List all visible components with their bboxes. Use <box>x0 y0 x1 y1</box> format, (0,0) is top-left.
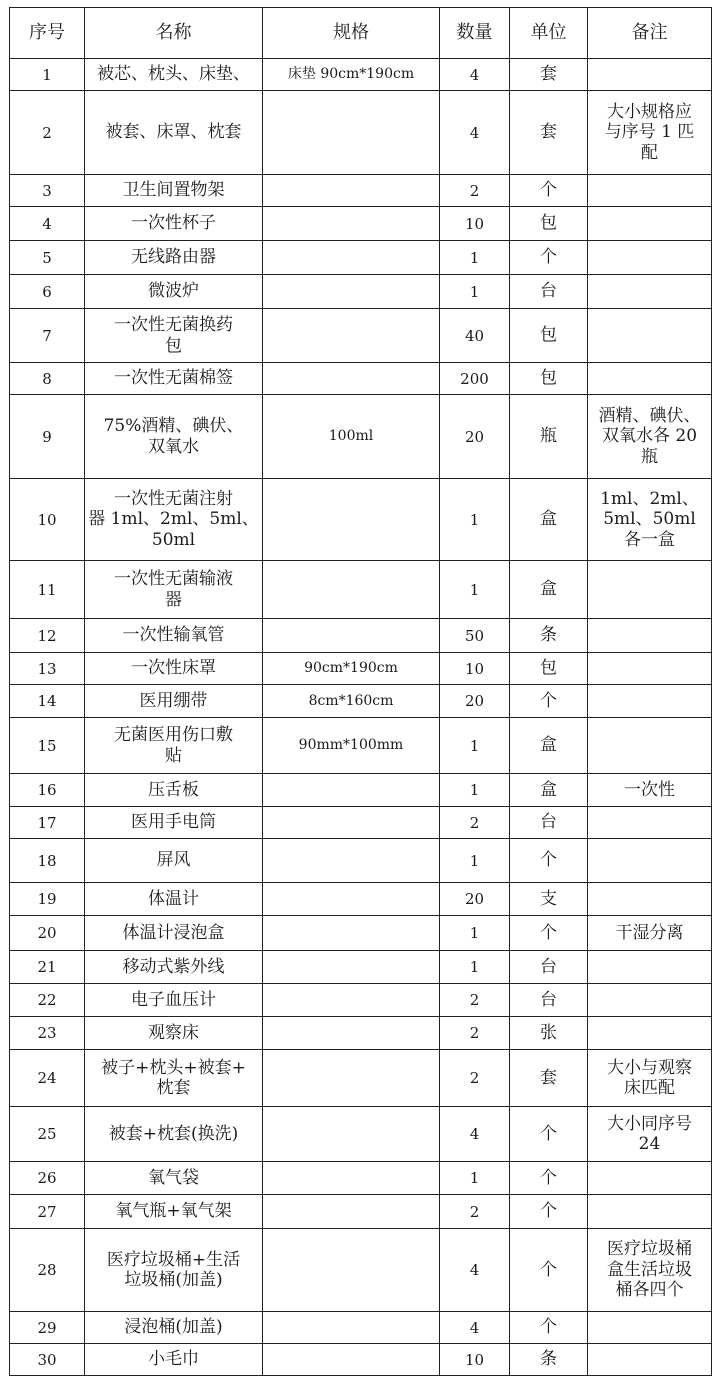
cell-no: 12 <box>10 619 85 653</box>
header-name: 名称 <box>85 8 263 59</box>
cell-no: 20 <box>10 916 85 951</box>
cell-name: 小毛巾 <box>85 1344 263 1376</box>
cell-qty: 1 <box>440 774 510 807</box>
table-row <box>10 1195 712 1229</box>
cell-spec <box>263 363 440 395</box>
cell-unit: 条 <box>510 1344 588 1376</box>
cell-unit: 盒 <box>510 774 588 807</box>
header-spec: 规格 <box>263 8 440 59</box>
cell-no: 28 <box>10 1229 85 1312</box>
cell-unit: 个 <box>510 175 588 207</box>
cell-no: 21 <box>10 951 85 984</box>
cell-spec: 床垫 90cm*190cm <box>263 59 440 91</box>
cell-no: 16 <box>10 774 85 807</box>
cell-unit: 盒 <box>510 561 588 619</box>
cell-qty: 40 <box>440 309 510 363</box>
cell-name: 医用手电筒 <box>85 807 263 839</box>
cell-unit: 盒 <box>510 718 588 774</box>
cell-spec <box>263 175 440 207</box>
header-note: 备注 <box>588 8 712 59</box>
cell-unit: 个 <box>510 1312 588 1344</box>
cell-no: 26 <box>10 1162 85 1195</box>
cell-note <box>588 1312 712 1344</box>
table-row <box>10 175 712 207</box>
cell-unit: 包 <box>510 309 588 363</box>
table-row <box>10 653 712 685</box>
cell-qty: 1 <box>440 718 510 774</box>
cell-name: 一次性杯子 <box>85 207 263 241</box>
cell-note <box>588 363 712 395</box>
cell-name: 医用绷带 <box>85 685 263 718</box>
cell-unit: 包 <box>510 207 588 241</box>
table-row <box>10 685 712 718</box>
cell-name: 屏风 <box>85 839 263 883</box>
cell-spec: 100ml <box>263 395 440 479</box>
cell-unit: 包 <box>510 363 588 395</box>
cell-no: 25 <box>10 1107 85 1162</box>
cell-name: 移动式紫外线 <box>85 951 263 984</box>
cell-no: 22 <box>10 984 85 1017</box>
cell-unit: 个 <box>510 1195 588 1229</box>
cell-note <box>588 241 712 275</box>
cell-qty: 20 <box>440 685 510 718</box>
cell-no: 29 <box>10 1312 85 1344</box>
table-row <box>10 395 712 479</box>
cell-qty: 1 <box>440 1162 510 1195</box>
table-row <box>10 1229 712 1312</box>
table-row <box>10 1162 712 1195</box>
table-row <box>10 883 712 916</box>
cell-unit: 条 <box>510 619 588 653</box>
cell-qty: 2 <box>440 807 510 839</box>
cell-qty: 10 <box>440 653 510 685</box>
cell-note <box>588 309 712 363</box>
cell-note: 一次性 <box>588 774 712 807</box>
cell-note: 1ml、2ml、 5ml、50ml 各一盒 <box>588 479 712 561</box>
table-row <box>10 619 712 653</box>
cell-name: 医疗垃圾桶+生活 垃圾桶(加盖) <box>85 1229 263 1312</box>
cell-note <box>588 984 712 1017</box>
table-row <box>10 1050 712 1107</box>
cell-note <box>588 653 712 685</box>
cell-no: 2 <box>10 91 85 175</box>
cell-note <box>588 1162 712 1195</box>
cell-name: 电子血压计 <box>85 984 263 1017</box>
cell-qty: 10 <box>440 207 510 241</box>
cell-qty: 1 <box>440 916 510 951</box>
cell-no: 6 <box>10 275 85 309</box>
cell-no: 10 <box>10 479 85 561</box>
cell-qty: 4 <box>440 59 510 91</box>
table-row <box>10 1344 712 1376</box>
cell-name: 一次性无菌棉签 <box>85 363 263 395</box>
cell-qty: 4 <box>440 1229 510 1312</box>
cell-spec <box>263 1229 440 1312</box>
cell-no: 5 <box>10 241 85 275</box>
cell-no: 1 <box>10 59 85 91</box>
cell-no: 4 <box>10 207 85 241</box>
cell-qty: 1 <box>440 951 510 984</box>
cell-spec <box>263 883 440 916</box>
header-unit: 单位 <box>510 8 588 59</box>
cell-no: 14 <box>10 685 85 718</box>
cell-name: 无菌医用伤口敷 贴 <box>85 718 263 774</box>
cell-note <box>588 59 712 91</box>
cell-qty: 1 <box>440 275 510 309</box>
table-row <box>10 951 712 984</box>
cell-qty: 4 <box>440 1312 510 1344</box>
cell-unit: 套 <box>510 59 588 91</box>
cell-spec <box>263 951 440 984</box>
cell-spec <box>263 1017 440 1050</box>
cell-no: 11 <box>10 561 85 619</box>
table-row <box>10 718 712 774</box>
cell-note: 大小同序号 24 <box>588 1107 712 1162</box>
cell-unit: 瓶 <box>510 395 588 479</box>
cell-unit: 个 <box>510 1107 588 1162</box>
cell-note: 大小与观察 床匹配 <box>588 1050 712 1107</box>
cell-spec <box>263 1195 440 1229</box>
cell-name: 压舌板 <box>85 774 263 807</box>
header-row <box>10 8 712 59</box>
cell-no: 23 <box>10 1017 85 1050</box>
cell-spec <box>263 241 440 275</box>
cell-no: 15 <box>10 718 85 774</box>
cell-unit: 包 <box>510 653 588 685</box>
cell-name: 氧气瓶+氧气架 <box>85 1195 263 1229</box>
cell-name: 一次性床罩 <box>85 653 263 685</box>
table-row <box>10 479 712 561</box>
cell-no: 19 <box>10 883 85 916</box>
cell-unit: 个 <box>510 1162 588 1195</box>
cell-name: 一次性输氧管 <box>85 619 263 653</box>
table-row <box>10 59 712 91</box>
cell-no: 13 <box>10 653 85 685</box>
table-row <box>10 561 712 619</box>
cell-unit: 个 <box>510 1229 588 1312</box>
cell-name: 75%酒精、碘伏、 双氧水 <box>85 395 263 479</box>
supplies-table <box>9 7 712 1376</box>
cell-spec <box>263 1344 440 1376</box>
cell-no: 18 <box>10 839 85 883</box>
cell-qty: 4 <box>440 1107 510 1162</box>
table-row <box>10 916 712 951</box>
cell-unit: 套 <box>510 91 588 175</box>
cell-name: 被套、床罩、枕套 <box>85 91 263 175</box>
cell-no: 17 <box>10 807 85 839</box>
cell-note <box>588 839 712 883</box>
cell-name: 氧气袋 <box>85 1162 263 1195</box>
cell-unit: 台 <box>510 984 588 1017</box>
cell-unit: 支 <box>510 883 588 916</box>
cell-name: 一次性无菌注射 器 1ml、2ml、5ml、 50ml <box>85 479 263 561</box>
cell-qty: 2 <box>440 1050 510 1107</box>
cell-spec: 90mm*100mm <box>263 718 440 774</box>
table-row <box>10 91 712 175</box>
table-row <box>10 363 712 395</box>
cell-spec <box>263 275 440 309</box>
cell-note <box>588 951 712 984</box>
cell-name: 一次性无菌输液 器 <box>85 561 263 619</box>
cell-name: 卫生间置物架 <box>85 175 263 207</box>
table-body <box>10 59 712 1376</box>
cell-qty: 50 <box>440 619 510 653</box>
cell-note <box>588 685 712 718</box>
table-row <box>10 839 712 883</box>
cell-qty: 200 <box>440 363 510 395</box>
cell-spec <box>263 984 440 1017</box>
cell-note: 干湿分离 <box>588 916 712 951</box>
cell-spec: 8cm*160cm <box>263 685 440 718</box>
cell-note <box>588 175 712 207</box>
table-row <box>10 774 712 807</box>
cell-qty: 1 <box>440 561 510 619</box>
cell-unit: 台 <box>510 951 588 984</box>
cell-spec <box>263 916 440 951</box>
cell-note: 酒精、碘伏、 双氧水各 20 瓶 <box>588 395 712 479</box>
cell-spec <box>263 91 440 175</box>
cell-name: 体温计 <box>85 883 263 916</box>
cell-qty: 10 <box>440 1344 510 1376</box>
cell-note <box>588 883 712 916</box>
table-row <box>10 1312 712 1344</box>
header-no: 序号 <box>10 8 85 59</box>
cell-note: 医疗垃圾桶 盒生活垃圾 桶各四个 <box>588 1229 712 1312</box>
cell-unit: 台 <box>510 275 588 309</box>
cell-spec <box>263 1107 440 1162</box>
cell-spec <box>263 309 440 363</box>
cell-spec <box>263 774 440 807</box>
cell-name: 观察床 <box>85 1017 263 1050</box>
cell-note <box>588 807 712 839</box>
cell-name: 被芯、枕头、床垫、 <box>85 59 263 91</box>
table-row <box>10 1107 712 1162</box>
cell-spec: 90cm*190cm <box>263 653 440 685</box>
cell-qty: 1 <box>440 479 510 561</box>
cell-qty: 2 <box>440 175 510 207</box>
cell-note: 大小规格应 与序号 1 匹 配 <box>588 91 712 175</box>
cell-qty: 2 <box>440 1017 510 1050</box>
cell-name: 浸泡桶(加盖) <box>85 1312 263 1344</box>
cell-no: 3 <box>10 175 85 207</box>
cell-spec <box>263 1050 440 1107</box>
cell-spec <box>263 561 440 619</box>
table-row <box>10 241 712 275</box>
cell-note <box>588 207 712 241</box>
cell-no: 7 <box>10 309 85 363</box>
cell-unit: 个 <box>510 241 588 275</box>
cell-note <box>588 718 712 774</box>
cell-spec <box>263 479 440 561</box>
cell-note <box>588 1344 712 1376</box>
cell-name: 体温计浸泡盒 <box>85 916 263 951</box>
cell-no: 30 <box>10 1344 85 1376</box>
cell-spec <box>263 1312 440 1344</box>
cell-name: 一次性无菌换药 包 <box>85 309 263 363</box>
cell-qty: 4 <box>440 91 510 175</box>
cell-qty: 20 <box>440 883 510 916</box>
table-row <box>10 807 712 839</box>
header-qty: 数量 <box>440 8 510 59</box>
cell-no: 8 <box>10 363 85 395</box>
cell-name: 微波炉 <box>85 275 263 309</box>
cell-qty: 2 <box>440 1195 510 1229</box>
cell-unit: 个 <box>510 839 588 883</box>
cell-unit: 台 <box>510 807 588 839</box>
cell-qty: 1 <box>440 241 510 275</box>
cell-unit: 套 <box>510 1050 588 1107</box>
cell-spec <box>263 839 440 883</box>
table-row <box>10 984 712 1017</box>
cell-no: 9 <box>10 395 85 479</box>
table-row <box>10 275 712 309</box>
cell-spec <box>263 807 440 839</box>
table-row <box>10 1017 712 1050</box>
cell-note <box>588 561 712 619</box>
cell-note <box>588 275 712 309</box>
table-row <box>10 207 712 241</box>
cell-spec <box>263 207 440 241</box>
table-row <box>10 309 712 363</box>
cell-unit: 盒 <box>510 479 588 561</box>
cell-qty: 20 <box>440 395 510 479</box>
cell-name: 被套+枕套(换洗) <box>85 1107 263 1162</box>
cell-unit: 个 <box>510 916 588 951</box>
cell-spec <box>263 619 440 653</box>
cell-note <box>588 1195 712 1229</box>
cell-note <box>588 619 712 653</box>
cell-unit: 个 <box>510 685 588 718</box>
cell-name: 被子+枕头+被套+ 枕套 <box>85 1050 263 1107</box>
cell-qty: 1 <box>440 839 510 883</box>
cell-spec <box>263 1162 440 1195</box>
cell-name: 无线路由器 <box>85 241 263 275</box>
cell-unit: 张 <box>510 1017 588 1050</box>
cell-note <box>588 1017 712 1050</box>
cell-no: 24 <box>10 1050 85 1107</box>
cell-qty: 2 <box>440 984 510 1017</box>
cell-no: 27 <box>10 1195 85 1229</box>
